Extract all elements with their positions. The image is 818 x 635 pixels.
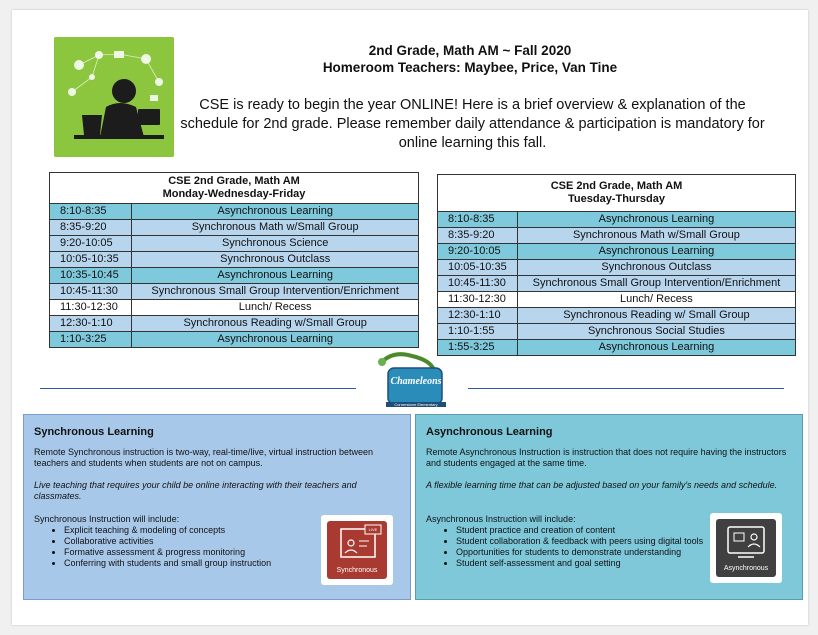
right-divider: [468, 388, 784, 389]
asynchronous-list-intro: Asynchronous Instruction will include:: [426, 514, 576, 524]
page-title: 2nd Grade, Math AM ~ Fall 2020: [368, 43, 572, 58]
activity-cell: Lunch/ Recess: [132, 300, 419, 316]
table-row: [438, 244, 796, 260]
activity-cell: Synchronous Small Group Intervention/Enrichment: [517, 276, 795, 292]
activity-cell: Asynchronous Learning: [132, 268, 419, 284]
table-row: [438, 308, 796, 324]
time-cell: 11:30-12:30: [50, 300, 132, 316]
time-cell: 1:10-3:25: [50, 332, 132, 348]
mwf-table-header: [50, 173, 419, 204]
time-cell: 10:35-10:45: [50, 268, 132, 284]
table-row: [438, 228, 796, 244]
homeroom-teachers: Homeroom Teachers: Maybee, Price, Van Tine: [322, 60, 618, 75]
time-cell: 9:20-10:05: [438, 244, 518, 260]
activity-cell: Synchronous Outclass: [132, 252, 419, 268]
table-row: [50, 268, 419, 284]
student-computer-illustration: [54, 37, 174, 157]
time-cell: 1:10-1:55: [438, 324, 518, 340]
activity-cell: Asynchronous Learning: [517, 212, 795, 228]
list-item: • Formative assessment & progress monitoring: [64, 547, 304, 558]
asynchronous-list: [426, 525, 706, 569]
time-cell: 12:30-1:10: [50, 316, 132, 332]
table-row: [438, 276, 796, 292]
asynchronous-flexible-note: A flexible learning time that can be adjusted based on your family's needs and schedule.: [426, 480, 778, 490]
activity-cell: Lunch/ Recess: [517, 292, 795, 308]
time-cell: 1:55-3:25: [438, 340, 518, 356]
asynchronous-info-box: [415, 414, 803, 600]
asynchronous-description: Remote Asynchronous Instruction is instruction that does not require having the instructors and students engaged at the same time.: [426, 447, 787, 468]
time-cell: 12:30-1:10: [438, 308, 518, 324]
list-item: • Conferring with students and small group instruction: [64, 558, 304, 569]
time-cell: 9:20-10:05: [50, 236, 132, 252]
time-cell: 8:35-9:20: [50, 220, 132, 236]
live-label: LIVE: [368, 527, 378, 532]
synchronous-badge: [321, 515, 393, 585]
activity-cell: Synchronous Social Studies: [517, 324, 795, 340]
activity-cell: Synchronous Math w/Small Group: [517, 228, 795, 244]
activity-cell: Asynchronous Learning: [517, 340, 795, 356]
intro-text: CSE is ready to begin the year ONLINE! Here is a brief overview & explanation of the schedule for 2nd grade. Please remember daily attendance & participation is mandatory for online learning this fall.: [180, 97, 765, 151]
synchronous-heading: Synchronous Learning: [34, 426, 154, 438]
activity-cell: Synchronous Math w/Small Group: [132, 220, 419, 236]
synchronous-list: [34, 525, 304, 569]
table-row: [50, 236, 419, 252]
asynchronous-heading: Asynchronous Learning: [426, 426, 553, 438]
activity-cell: Synchronous Outclass: [517, 260, 795, 276]
time-cell: 10:45-11:30: [50, 284, 132, 300]
time-cell: 8:10-8:35: [50, 204, 132, 220]
time-cell: 11:30-12:30: [438, 292, 518, 308]
synchronous-badge-label: Synchronous: [336, 567, 378, 574]
list-item: • Collaborative activities: [64, 536, 304, 547]
activity-cell: Synchronous Reading w/Small Group: [132, 316, 419, 332]
table-row: [50, 252, 419, 268]
time-cell: 8:35-9:20: [438, 228, 518, 244]
activity-cell: Asynchronous Learning: [517, 244, 795, 260]
table-row: [50, 284, 419, 300]
table-row: [50, 220, 419, 236]
list-item: • Student collaboration & feedback with peers using digital tools: [456, 536, 706, 547]
activity-cell: Synchronous Science: [132, 236, 419, 252]
mwf-schedule-table: [49, 172, 419, 348]
list-item: • Student practice and creation of content: [456, 525, 706, 536]
table-row: [50, 204, 419, 220]
list-item: • Student self-assessment and goal setting: [456, 558, 706, 569]
table-row: [438, 292, 796, 308]
tth-table-header: [438, 175, 796, 212]
table-row: [50, 332, 419, 348]
tth-schedule-table: [437, 174, 796, 356]
asynchronous-badge-label: Asynchronous: [723, 565, 769, 572]
logo-subtext: Cornerstone Elementary: [386, 402, 446, 407]
mwf-table-title: CSE 2nd Grade, Math AM: [168, 175, 300, 187]
time-cell: 10:05-10:35: [438, 260, 518, 276]
left-divider: [40, 388, 356, 389]
asynchronous-badge: [710, 513, 782, 583]
synchronous-list-intro: Synchronous Instruction will include:: [34, 514, 180, 524]
tth-table-days: Tuesday-Thursday: [568, 193, 665, 205]
activity-cell: Asynchronous Learning: [132, 204, 419, 220]
mwf-table-days: Monday-Wednesday-Friday: [162, 188, 306, 200]
activity-cell: Synchronous Small Group Intervention/Enrichment: [132, 284, 419, 300]
activity-cell: Synchronous Reading w/ Small Group: [517, 308, 795, 324]
list-item: • Explicit teaching & modeling of concepts: [64, 525, 304, 536]
student-silhouette-icon: [54, 37, 174, 157]
table-row: [438, 260, 796, 276]
tth-table-title: CSE 2nd Grade, Math AM: [550, 180, 683, 192]
header-titles: [200, 42, 740, 76]
table-row: [438, 324, 796, 340]
table-row: [50, 300, 419, 316]
synchronous-description: Remote Synchronous instruction is two-way, real-time/live, virtual instruction between teachers and students when students are not on campus.: [34, 447, 373, 468]
logo-text: Chameleons: [390, 376, 442, 387]
synchronous-live-note: Live teaching that requires your child be online interacting with their teachers and classmates.: [34, 480, 357, 501]
synchronous-info-box: [23, 414, 411, 600]
time-cell: 8:10-8:35: [438, 212, 518, 228]
table-row: [50, 316, 419, 332]
activity-cell: Asynchronous Learning: [132, 332, 419, 348]
time-cell: 10:05-10:35: [50, 252, 132, 268]
time-cell: 10:45-11:30: [438, 276, 518, 292]
online-lesson-icon: [716, 519, 776, 569]
table-row: [438, 340, 796, 356]
table-row: [438, 212, 796, 228]
school-logo: [372, 350, 450, 412]
list-item: • Opportunities for students to demonstrate understanding: [456, 547, 706, 558]
